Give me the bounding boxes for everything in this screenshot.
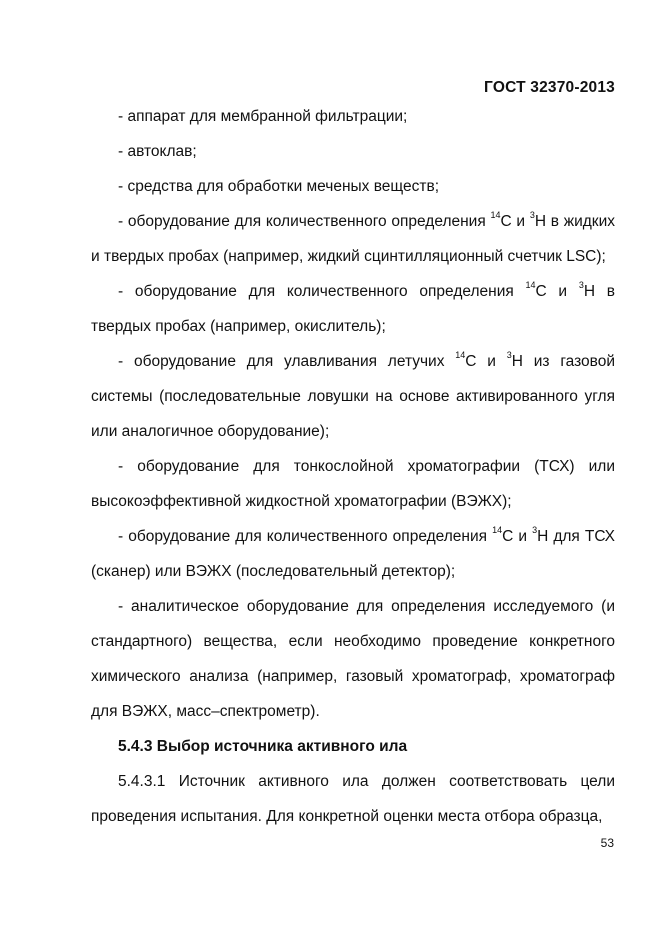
superscript: 14 [492,524,503,535]
superscript: 3 [506,349,512,360]
text-fragment: Н для ТСХ (сканер) или ВЭЖХ (последовательный детектор); [91,528,615,580]
text-fragment: Н из газовой системы (последовательные ловушки на основе активированного угля или аналогичное оборудование); [91,353,615,440]
superscript: 3 [532,524,538,535]
list-item-chromatography: - оборудование для тонкослойной хроматографии (ТСХ) или высокоэффективной жидкостной хроматографии (ВЭЖХ); [91,458,615,510]
list-item-labeled-substances: - средства для обработки меченых веществ; [118,178,440,195]
list-item-analytical-equipment: - аналитическое оборудование для определения исследуемого (и стандартного) вещества, если необходимо проведение конкретного химического анализа (например, газовый хроматограф, хроматограф для ВЭЖХ, масс–спектрометр). [91,598,615,720]
list-item-volatile-trapping [91,344,615,449]
text-fragment: Н в твердых пробах (например, окислитель); [91,283,616,335]
text-fragment: С и [500,213,530,230]
list-item-solid-quantification [91,274,615,344]
document-header: ГОСТ 32370-2013 [484,79,615,96]
superscript: 14 [455,349,466,360]
text-fragment: С и [465,353,507,370]
text-fragment: С и [535,283,579,300]
superscript: 14 [490,209,501,220]
page-number: 53 [600,836,614,850]
text-fragment: - оборудование для улавливания летучих [118,353,456,370]
section-heading: 5.4.3 Выбор источника активного ила [118,738,408,755]
superscript: 14 [525,279,536,290]
list-item-tlc-hplc-quantification [91,519,615,589]
text-fragment: Н в жидких и твердых пробах (например, жидкий сцинтилляционный счетчик LSC); [91,213,615,265]
list-item-liquid-solid-quantification [91,204,615,274]
text-fragment: - оборудование для количественного определения [118,283,526,300]
document-body [91,99,615,834]
superscript: 3 [529,209,535,220]
text-fragment: - оборудование для количественного определения [118,528,493,545]
section-paragraph: 5.4.3.1 Источник активного ила должен соответствовать цели проведения испытания. Для конкретной оценки места отбора образца, [91,773,615,825]
text-fragment: С и [502,528,533,545]
list-item-membrane-filtration: - аппарат для мембранной фильтрации; [118,108,408,125]
text-fragment: - оборудование для количественного определения [118,213,491,230]
superscript: 3 [578,279,584,290]
list-item-autoclave: - автоклав; [118,143,197,160]
